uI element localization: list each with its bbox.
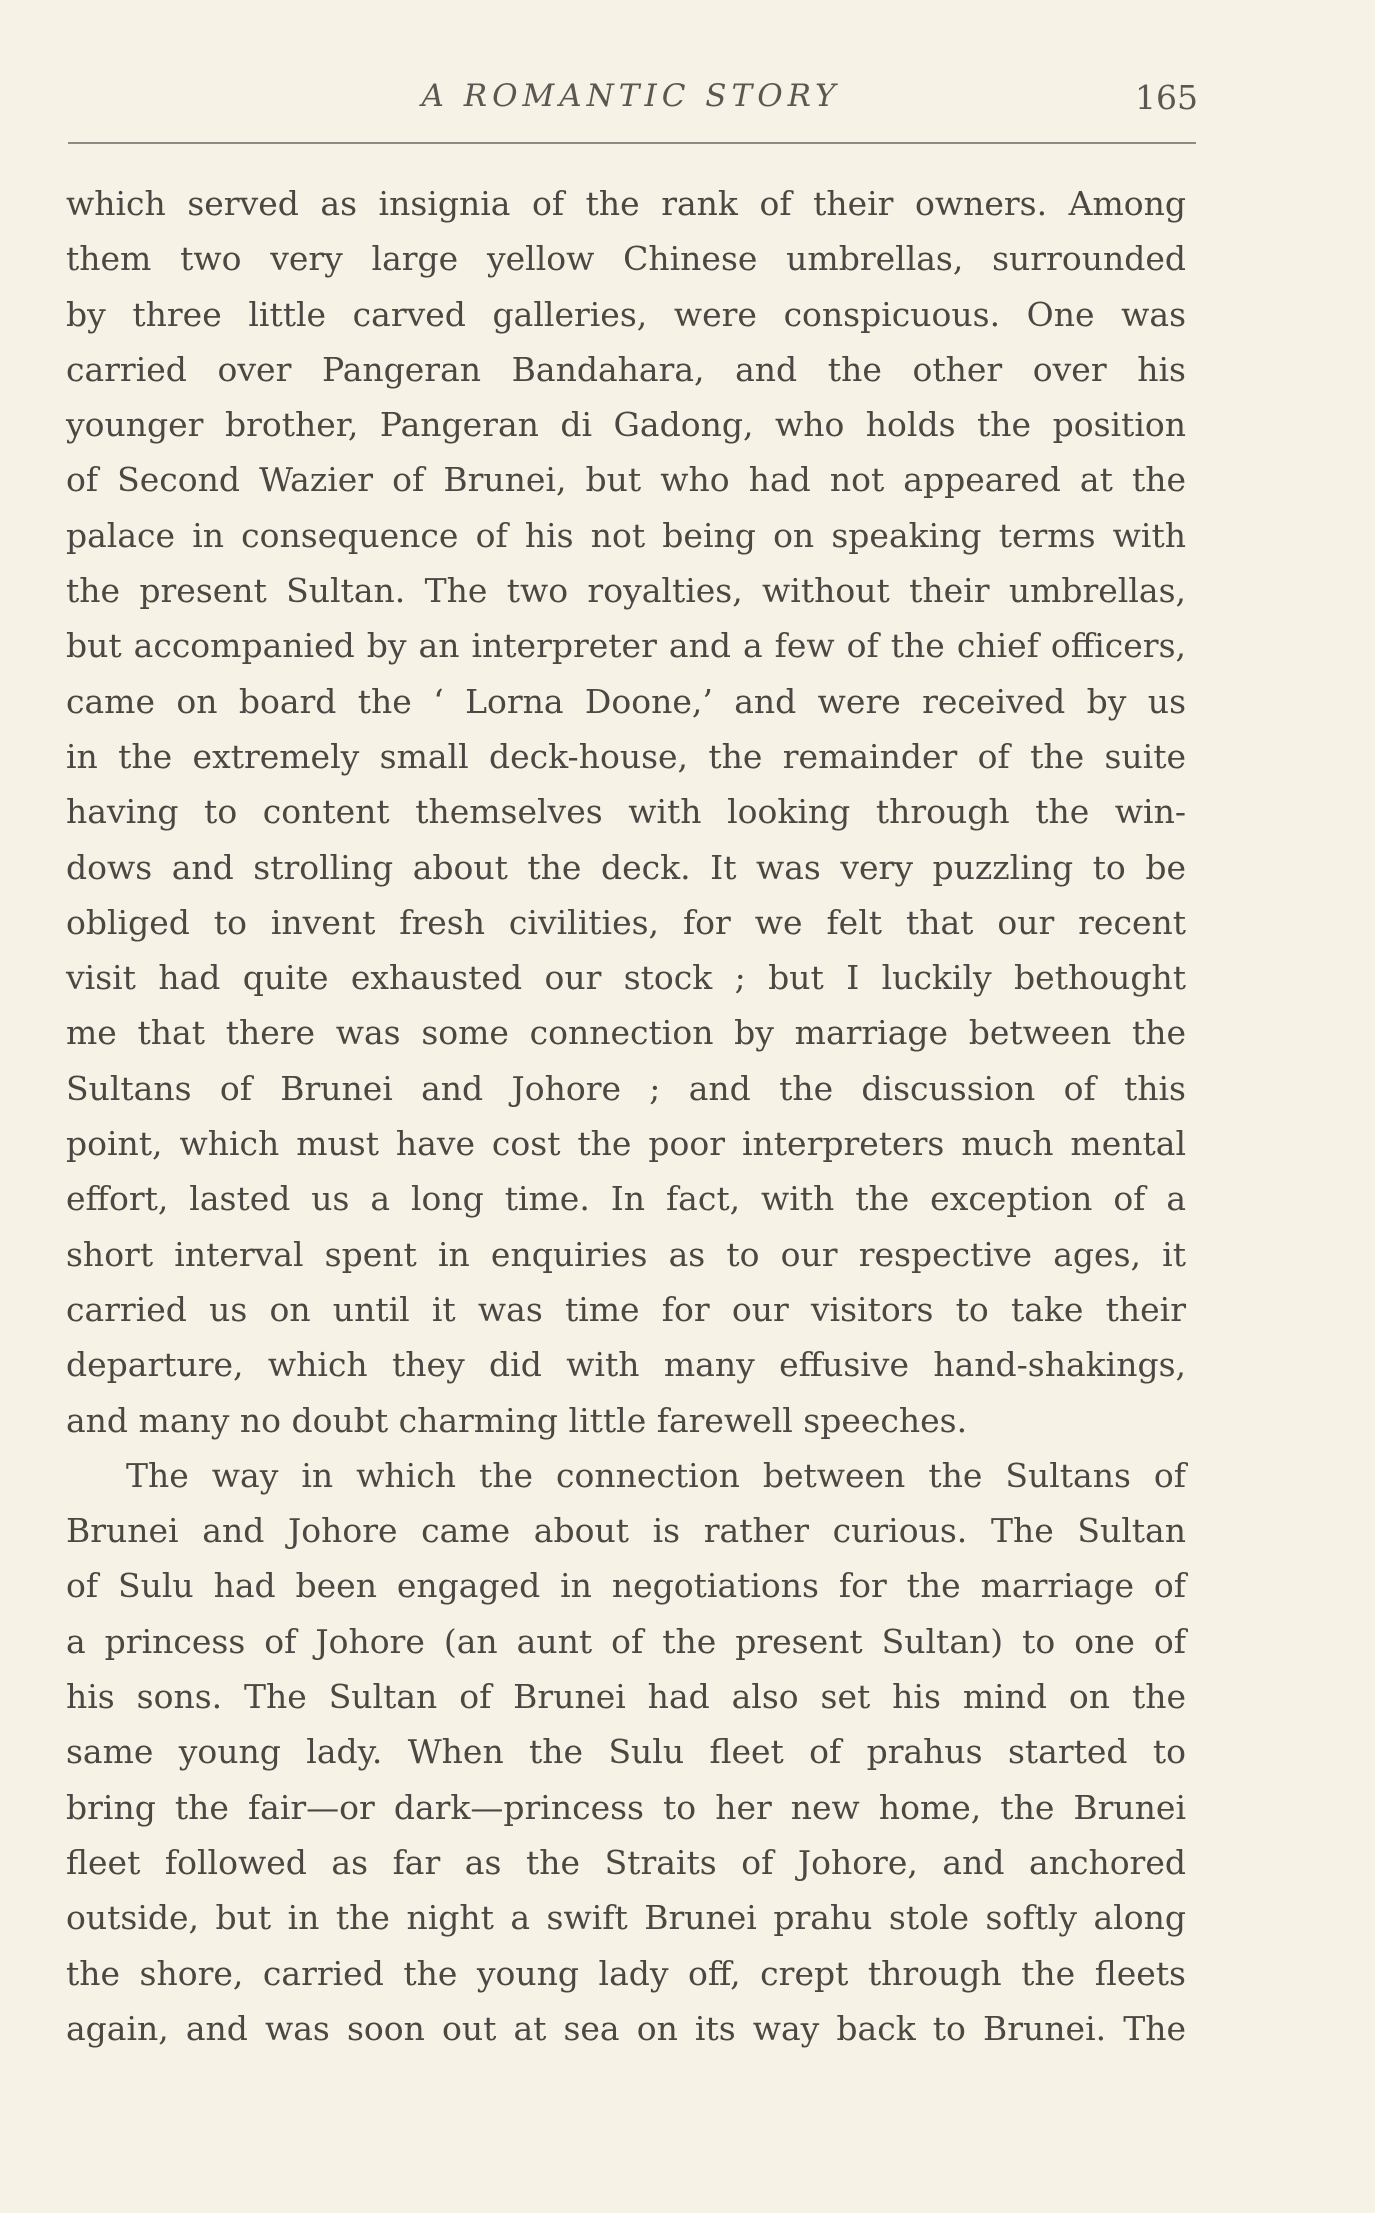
- text-line: again, and was soon out at sea on its way back to Brunei. The: [66, 2008, 1186, 2048]
- text-line: point, which must have cost the poor interpreters much mental: [66, 1124, 1186, 1164]
- text-line: carried us on until it was time for our visitors to take their: [66, 1289, 1186, 1329]
- text-line: a princess of Johore (an aunt of the present Sultan) to one of: [66, 1621, 1186, 1661]
- text-line: by three little carved galleries, were conspicuous. One was: [66, 294, 1186, 334]
- running-title: A ROMANTIC STORY: [421, 78, 841, 114]
- text-line: departure, which they did with many effusive hand-shakings,: [66, 1345, 1186, 1385]
- text-line: of Second Wazier of Brunei, but who had not appeared at the: [66, 460, 1186, 500]
- text-line: having to content themselves with looking through the win-: [66, 792, 1186, 832]
- text-line: palace in consequence of his not being on speaking terms with: [66, 515, 1186, 555]
- text-line: visit had quite exhausted our stock ; but I luckily bethought: [66, 958, 1186, 998]
- text-line: fleet followed as far as the Straits of Johore, and anchored: [66, 1842, 1186, 1882]
- text-line: carried over Pangeran Bandahara, and the other over his: [66, 349, 1186, 389]
- text-line: Sultans of Brunei and Johore ; and the discussion of this: [66, 1068, 1186, 1108]
- text-line: me that there was some connection by marriage between the: [66, 1013, 1186, 1053]
- text-line: outside, but in the night a swift Brunei prahu stole softly along: [66, 1898, 1186, 1938]
- text-line: same young lady. When the Sulu fleet of prahus started to: [66, 1732, 1186, 1772]
- text-line: effort, lasted us a long time. In fact, with the exception of a: [66, 1179, 1186, 1219]
- text-line: short interval spent in enquiries as to our respective ages, it: [66, 1234, 1186, 1274]
- text-line: the present Sultan. The two royalties, without their umbrellas,: [66, 571, 1186, 611]
- text-line: younger brother, Pangeran di Gadong, who holds the position: [66, 405, 1186, 445]
- text-line: his sons. The Sultan of Brunei had also set his mind on the: [66, 1677, 1186, 1717]
- page-number: 165: [1135, 78, 1198, 117]
- running-head: [66, 72, 1196, 132]
- paragraph-first-line: The way in which the connection between the Sultans of: [126, 1455, 1186, 1495]
- text-line: obliged to invent fresh civilities, for we felt that our recent: [66, 902, 1186, 942]
- text-line: them two very large yellow Chinese umbrellas, surrounded: [66, 239, 1186, 279]
- text-line: but accompanied by an interpreter and a few of the chief officers,: [66, 626, 1186, 666]
- paragraph-end-line: and many no doubt charming little farewell speeches.: [66, 1400, 968, 1440]
- text-line: the shore, carried the young lady off, crept through the fleets: [66, 1953, 1186, 1993]
- text-line: of Sulu had been engaged in negotiations for the marriage of: [66, 1566, 1186, 1606]
- body-text: [66, 176, 1186, 2056]
- text-line: which served as insignia of the rank of their owners. Among: [66, 184, 1186, 223]
- text-line: came on board the ‘ Lorna Doone,’ and were received by us: [66, 681, 1186, 721]
- text-line: in the extremely small deck-house, the remainder of the suite: [66, 736, 1186, 776]
- text-line: Brunei and Johore came about is rather curious. The Sultan: [66, 1511, 1186, 1551]
- text-line: bring the fair—or dark—princess to her new home, the Brunei: [66, 1787, 1186, 1827]
- text-line: dows and strolling about the deck. It was very puzzling to be: [66, 847, 1186, 887]
- header-rule: [68, 142, 1196, 144]
